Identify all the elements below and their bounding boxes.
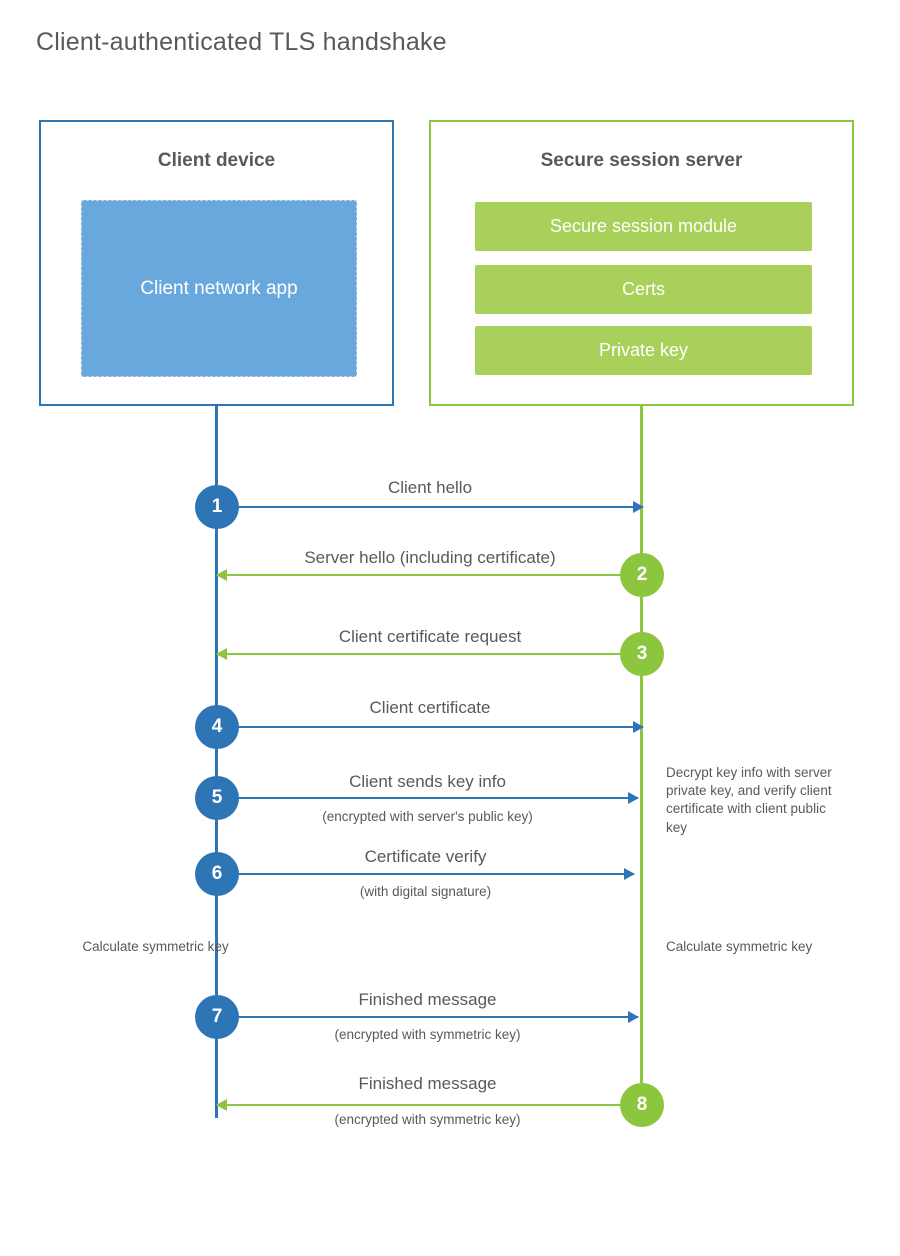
step-circle-6: 6: [195, 852, 239, 896]
label-step-1: Client hello: [387, 478, 473, 497]
secure-session-server-box: [429, 120, 854, 406]
step-circle-2: 2: [620, 553, 664, 597]
page-title: Client-authenticated TLS handshake: [36, 28, 447, 56]
note-server-decrypt: Decrypt key info with server private key, and verify client certificate with client public key: [666, 765, 832, 835]
arrow-step-8: [217, 1104, 638, 1106]
label-step-3: Client certificate request: [338, 627, 522, 646]
step-circle-8: 8: [620, 1083, 664, 1127]
step-circle-1: 1: [195, 485, 239, 529]
sublabel-step-7: (encrypted with symmetric key): [334, 1027, 521, 1042]
arrow-step-2: [217, 574, 643, 576]
label-step-2: Server hello (including certificate): [304, 548, 556, 567]
step-circle-5: 5: [195, 776, 239, 820]
label-step-7: Finished message: [358, 990, 497, 1009]
note-client-calculate-symmetric-key: Calculate symmetric key: [82, 939, 229, 954]
arrow-step-5: [217, 797, 638, 799]
client-device-title: Client device: [157, 150, 276, 171]
arrow-step-4: [217, 726, 643, 728]
server-band-private-key: Private key: [475, 326, 812, 375]
step-circle-3: 3: [620, 632, 664, 676]
arrow-step-1: [217, 506, 643, 508]
secure-session-server-title: Secure session server: [540, 150, 743, 171]
client-network-app-block: Client network app: [81, 200, 357, 377]
label-step-5: Client sends key info: [349, 772, 506, 791]
step-circle-7: 7: [195, 995, 239, 1039]
label-step-6: Certificate verify: [364, 847, 487, 866]
arrow-step-7: [217, 1016, 638, 1018]
arrow-step-3: [217, 653, 643, 655]
sublabel-step-5: (encrypted with server's public key): [322, 809, 533, 824]
client-device-box: [39, 120, 394, 406]
label-step-8: Finished message: [358, 1074, 497, 1093]
label-step-4: Client certificate: [369, 698, 491, 717]
server-band-certs: Certs: [475, 265, 812, 314]
note-server-calculate-symmetric-key: Calculate symmetric key: [666, 939, 813, 954]
sublabel-step-6: (with digital signature): [359, 884, 492, 899]
step-circle-4: 4: [195, 705, 239, 749]
sublabel-step-8: (encrypted with symmetric key): [334, 1112, 521, 1127]
arrow-step-6: [217, 873, 634, 875]
server-band-secure-session-module: Secure session module: [475, 202, 812, 251]
